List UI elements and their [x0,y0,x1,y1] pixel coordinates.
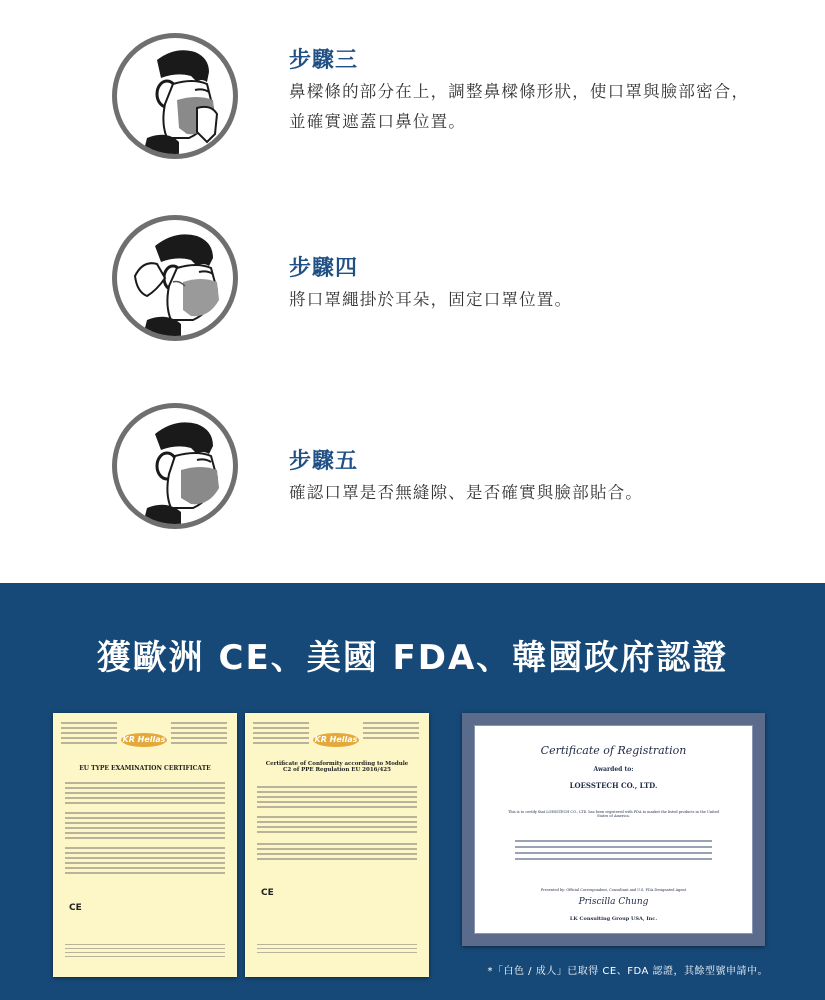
step-three-text-line-2: 並確實遮蓋口鼻位置。 [289,112,466,131]
cert2-footer [257,941,417,956]
cert1-header-right [171,719,227,747]
step-three-text-line-1: 鼻樑條的部分在上，調整鼻樑條形狀，使口罩與臉部密合， [289,82,750,101]
step-five-title: 步驟五 [289,449,359,474]
kr-hellas-logo: KR Hellas [121,733,167,747]
cert3-title: Certificate of Registration [540,744,687,757]
cert3-statement: This is to certify that LOESSTECH CO., LTD. has been registered with FDA to market the listed products in the United States of America. [508,810,719,818]
conformity-certificate [245,713,429,977]
cert3-company: LOESSTECH CO., LTD. [569,781,658,790]
step-four-title: 步驟四 [289,256,359,281]
certification-note: *「白色 / 成人」已取得 CE、FDA 認證，其餘型號申請中。 [487,966,768,977]
step-four-text: 將口罩繩掛於耳朵，固定口罩位置。 [289,290,573,309]
cert1-ce-mark: CE [69,903,82,913]
certification-heading: 獲歐洲 CE、美國 FDA、韓國政府認證 [96,638,729,678]
cert3-signature: Priscilla Chung [578,897,649,907]
cert2-ce-mark: CE [261,888,274,898]
step-five-text: 確認口罩是否無縫隙、是否確實與臉部貼合。 [289,483,643,502]
cert1-title: EU TYPE EXAMINATION CERTIFICATE [79,765,211,772]
cert2-header-left [253,719,309,747]
cert2-body [257,783,417,863]
step-four [0,212,825,362]
cert3-issuer: LK Consulting Group USA, Inc. [569,916,658,922]
cert3-presented: Presented by: Official Correspondent, Consultant and U.S. FDA Designated Agent [540,888,687,892]
cert2-header-right [363,719,419,742]
cert1-footer [65,941,225,960]
mask-adjust-nose-icon [112,33,238,159]
step-three [0,20,825,170]
kr-hellas-logo-2: KR Hellas [313,733,359,747]
step-five [0,400,825,550]
mask-fit-check-icon [112,403,238,529]
cert1-header-left [61,719,117,747]
mask-ear-loop-icon [112,215,238,341]
cert2-title: Certificate of Conformity according to Module C2 of PPE Regulation EU 2016/425 [265,761,409,773]
step-three-title: 步驟三 [289,48,359,73]
eu-type-certificate [53,713,237,977]
cert1-body [65,779,225,877]
cert3-awarded: Awarded to: [593,766,634,773]
cert3-product-lines [515,836,712,864]
fda-registration-certificate [462,713,765,946]
